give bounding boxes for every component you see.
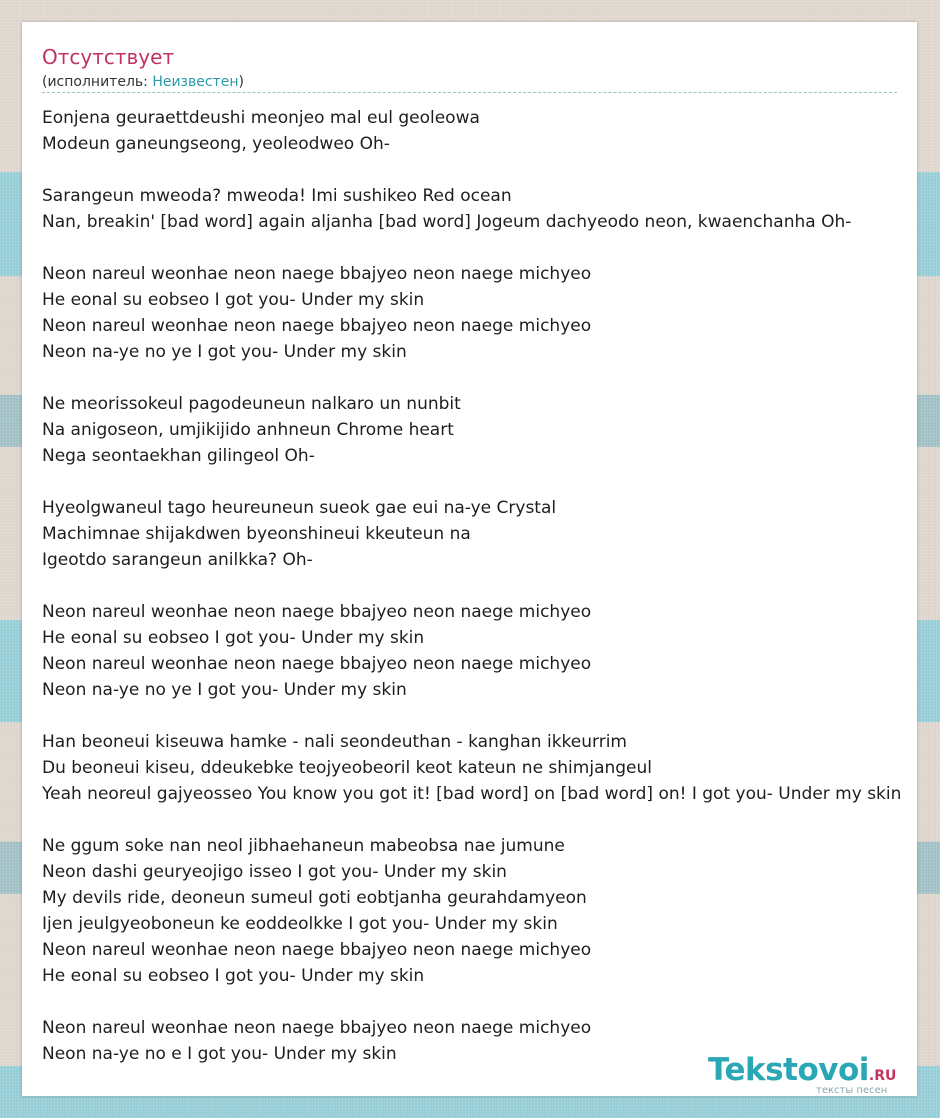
lyric-line: He eonal su eobseo I got you- Under my skin bbox=[42, 290, 425, 310]
logo-name: Tekstovoi bbox=[708, 1052, 869, 1088]
lyric-line: Yeah neoreul gajyeosseo You know you got it! [bad word] on [bad word] on! I got you- Under my skin bbox=[42, 784, 902, 804]
lyric-line: Machimnae shijakdwen byeonshineui kkeuteun na bbox=[42, 524, 471, 544]
lyric-line: Neon nareul weonhae neon naege bbajyeo neon naege michyeo bbox=[42, 940, 592, 960]
lyric-line: My devils ride, deoneun sumeul goti eobtjanha geurahdamyeon bbox=[42, 888, 587, 908]
lyric-line: Ne ggum soke nan neol jibhaehaneun mabeobsa nae jumune bbox=[42, 836, 565, 856]
artist-line bbox=[42, 73, 244, 91]
lyric-line: Neon na-ye no ye I got you- Under my skin bbox=[42, 680, 407, 700]
title-divider bbox=[42, 92, 897, 93]
lyric-line: Ne meorissokeul pagodeuneun nalkaro un nunbit bbox=[42, 394, 461, 414]
lyric-line: He eonal su eobseo I got you- Under my skin bbox=[42, 966, 425, 986]
lyrics-card bbox=[22, 22, 917, 1096]
lyric-line: Nan, breakin' [bad word] again aljanha [bad word] Jogeum dachyeodo neon, kwaenchanha Oh- bbox=[42, 212, 852, 232]
stanza-break bbox=[42, 989, 940, 1015]
lyric-line: Modeun ganeungseong, yeoleodweo Oh- bbox=[42, 134, 390, 154]
lyric-line: Eonjena geuraettdeushi meonjeo mal eul geoleowa bbox=[42, 108, 480, 128]
lyric-line: Na anigoseon, umjikijido anhneun Chrome heart bbox=[42, 420, 454, 440]
stanza-break bbox=[42, 703, 940, 729]
song-title: Отсутствует bbox=[42, 45, 175, 69]
lyric-line: Neon nareul weonhae neon naege bbajyeo neon naege michyeo bbox=[42, 264, 592, 284]
lyric-line: Neon na-ye no ye I got you- Under my skin bbox=[42, 342, 407, 362]
artist-prefix: (исполнитель: bbox=[42, 74, 153, 90]
stanza-break bbox=[42, 365, 940, 391]
lyric-line: He eonal su eobseo I got you- Under my skin bbox=[42, 628, 425, 648]
lyric-line: Neon nareul weonhae neon naege bbajyeo neon naege michyeo bbox=[42, 316, 592, 336]
stanza-break bbox=[42, 235, 940, 261]
lyric-line: Neon nareul weonhae neon naege bbajyeo neon naege michyeo bbox=[42, 1018, 592, 1038]
lyric-line: Neon na-ye no e I got you- Under my skin bbox=[42, 1044, 397, 1064]
stanza-break bbox=[42, 469, 940, 495]
logo-tagline: тексты песен bbox=[816, 1085, 888, 1096]
lyric-line: Du beoneui kiseu, ddeukebke teojyeobeoril keot kateun ne shimjangeul bbox=[42, 758, 653, 778]
lyric-line: Neon nareul weonhae neon naege bbajyeo neon naege michyeo bbox=[42, 654, 592, 674]
lyric-line: Neon nareul weonhae neon naege bbajyeo neon naege michyeo bbox=[42, 602, 592, 622]
lyric-line: Neon dashi geuryeojigo isseo I got you- Under my skin bbox=[42, 862, 507, 882]
lyric-line: Ijen jeulgyeoboneun ke eoddeolkke I got you- Under my skin bbox=[42, 914, 558, 934]
artist-suffix: ) bbox=[238, 74, 244, 90]
lyrics-text bbox=[42, 105, 940, 1067]
stanza-break bbox=[42, 573, 940, 599]
lyric-line: Hyeolgwaneul tago heureuneun sueok gae eui na-ye Crystal bbox=[42, 498, 557, 518]
logo-tld: .RU bbox=[868, 1068, 897, 1084]
lyric-line: Han beoneui kiseuwa hamke - nali seondeuthan - kanghan ikkeurrim bbox=[42, 732, 627, 752]
lyric-line: Igeotdo sarangeun anilkka? Oh- bbox=[42, 550, 313, 570]
stanza-break bbox=[42, 157, 940, 183]
stanza-break bbox=[42, 807, 940, 833]
lyric-line: Nega seontaekhan gilingeol Oh- bbox=[42, 446, 315, 466]
artist-link[interactable]: Неизвестен bbox=[152, 74, 239, 90]
site-logo[interactable] bbox=[708, 1052, 918, 1096]
lyric-line: Sarangeun mweoda? mweoda! Imi sushikeo Red ocean bbox=[42, 186, 512, 206]
